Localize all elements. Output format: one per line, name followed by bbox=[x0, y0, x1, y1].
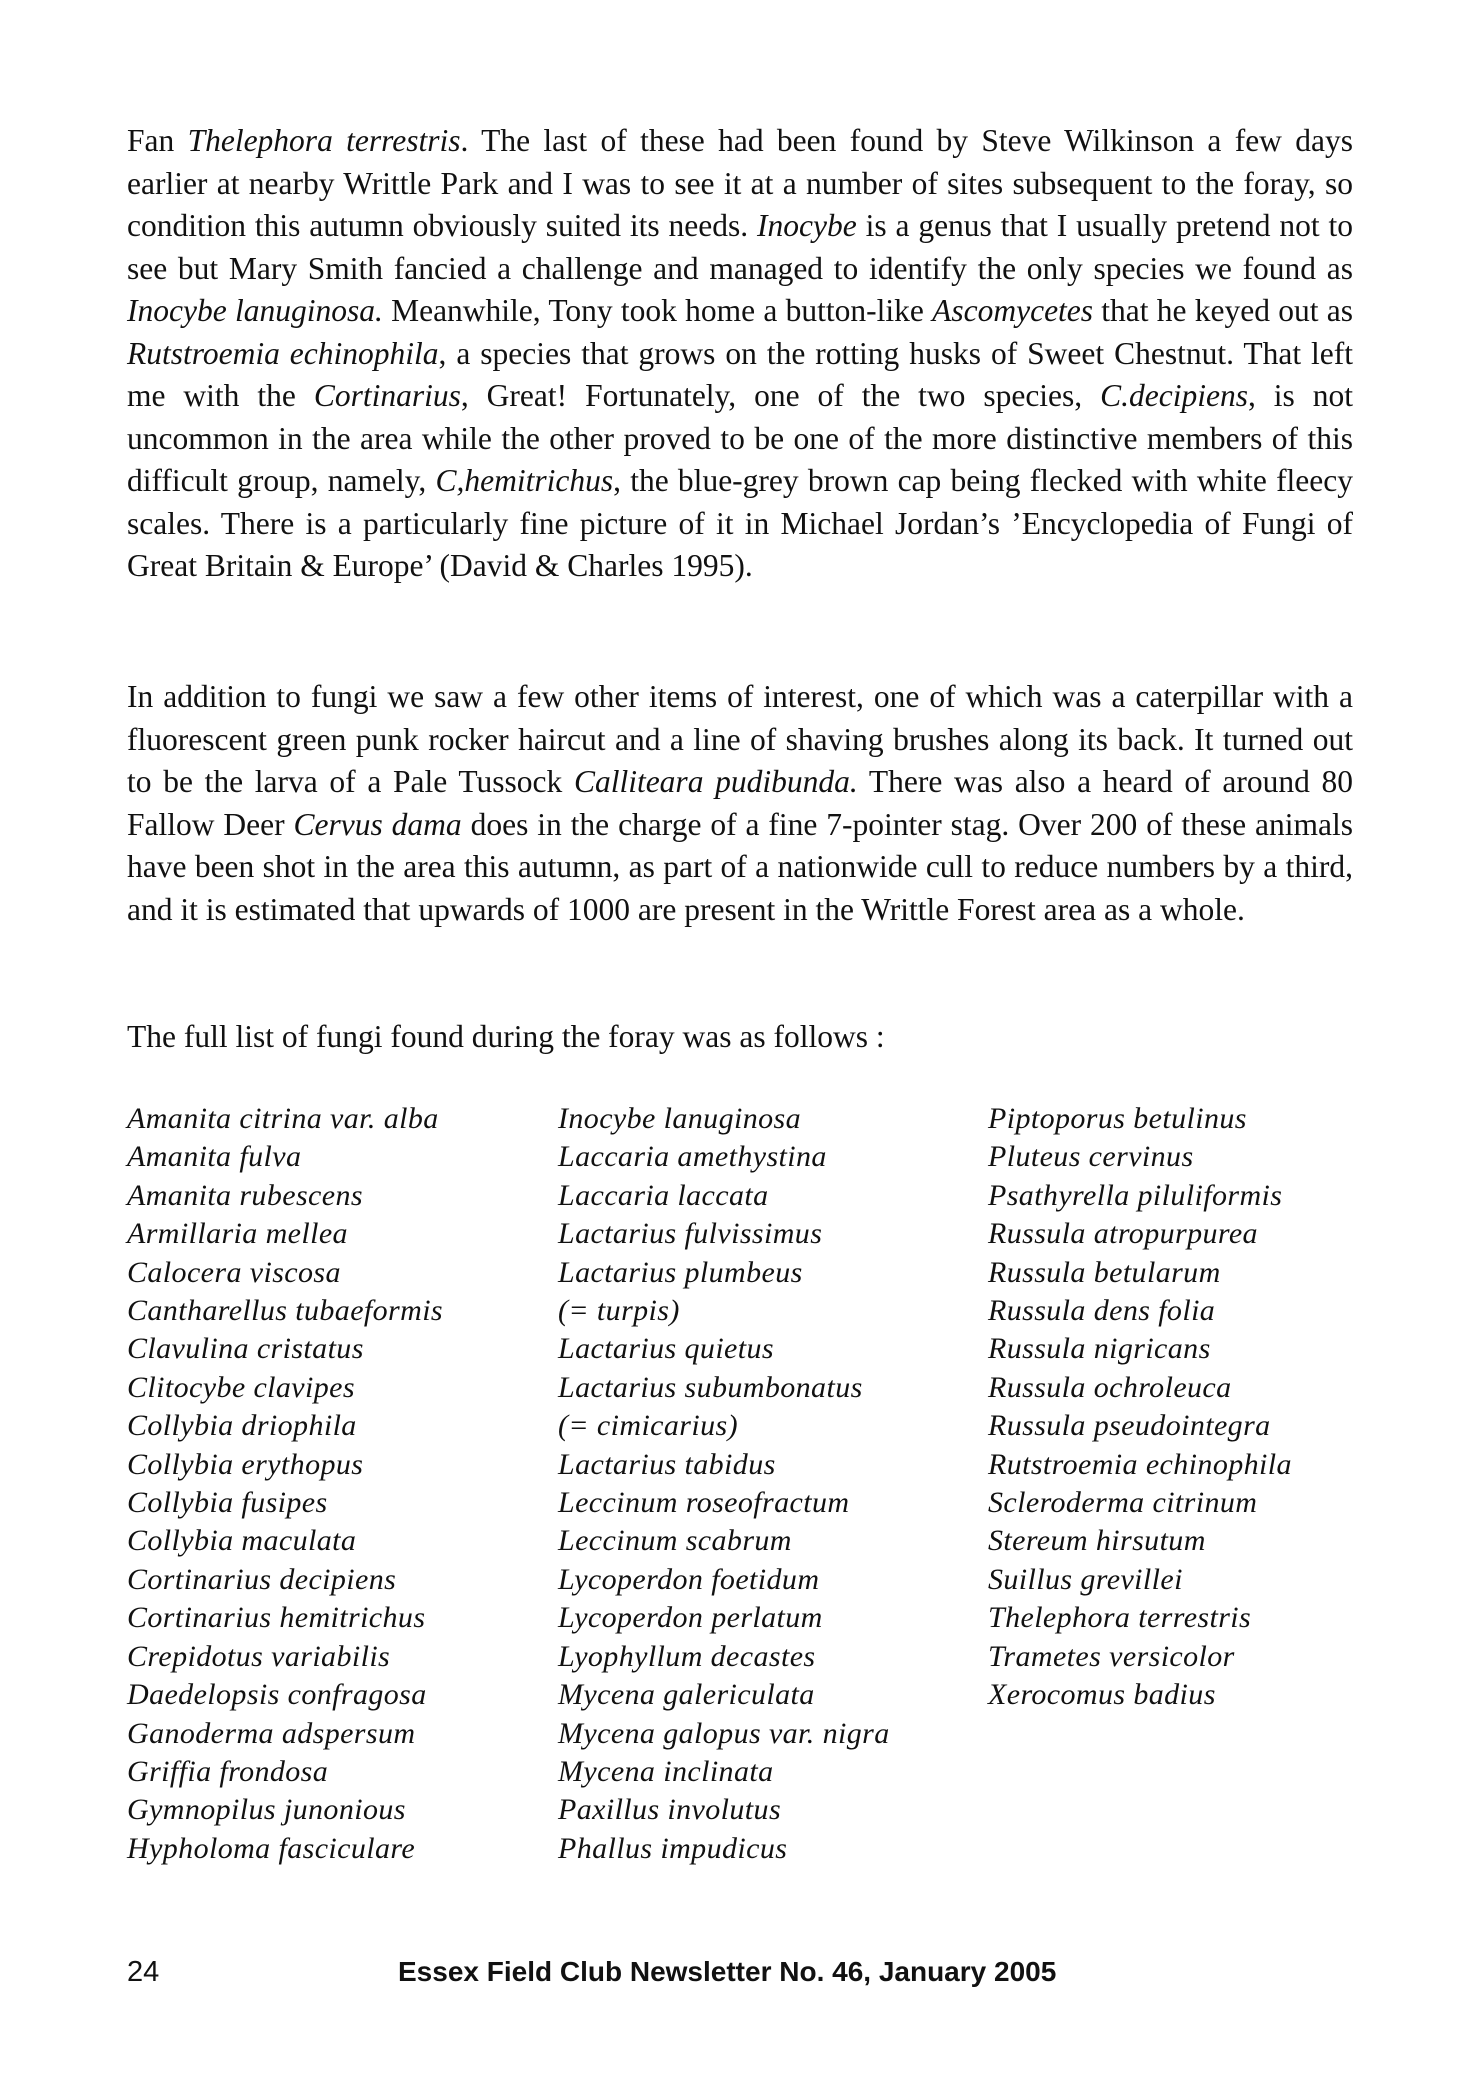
text-run: , a species that grows on the rotting husks of Sweet Chestnut. That left me with the bbox=[127, 335, 1354, 413]
species-item: Leccinum roseofractum bbox=[558, 1486, 850, 1520]
species-item: Inocybe lanuginosa bbox=[558, 1102, 801, 1135]
species-item: Mycena galopus var. nigra bbox=[558, 1716, 890, 1750]
species-item: Pluteus cervinus bbox=[988, 1140, 1194, 1174]
species-item: Clitocybe clavipes bbox=[127, 1370, 355, 1404]
species-item: Collybia fusipes bbox=[127, 1486, 328, 1520]
text-run: Meanwhile, Tony took home a button-like bbox=[382, 293, 933, 328]
species-item: Phallus impudicus bbox=[558, 1831, 788, 1865]
species-item: Gymnopilus junonious bbox=[127, 1793, 406, 1827]
species-item: Laccaria laccata bbox=[558, 1178, 769, 1212]
species-item: Daedelopsis confragosa bbox=[127, 1678, 427, 1712]
species-item: Amanita citrina var. alba bbox=[127, 1102, 439, 1135]
text-run: , is not uncommon in the area while the other proved to be one of the more distinctive members of this difficult group, namely, bbox=[127, 378, 1353, 498]
species-item: Lactarius plumbeus bbox=[558, 1255, 803, 1289]
species-item: Lycoperdon foetidum bbox=[558, 1562, 820, 1596]
species-item: Cortinarius decipiens bbox=[127, 1562, 397, 1596]
species-item: (= cimicarius) bbox=[558, 1409, 738, 1443]
species-list-column-1 bbox=[127, 1100, 443, 1868]
species-item: Lactarius tabidus bbox=[558, 1447, 776, 1481]
list-intro-paragraph bbox=[127, 1016, 1353, 1059]
species-item: Mycena inclinata bbox=[558, 1754, 774, 1788]
italic-taxon-name: Thelephora terrestris bbox=[187, 123, 461, 158]
species-item: Armillaria mellea bbox=[127, 1217, 348, 1251]
species-item: Calocera viscosa bbox=[127, 1255, 341, 1289]
species-item: Cantharellus tubaeformis bbox=[127, 1294, 444, 1328]
species-item: Amanita rubescens bbox=[127, 1178, 363, 1212]
species-item: Clavulina cristatus bbox=[127, 1332, 364, 1366]
species-item: Collybia driophila bbox=[127, 1409, 357, 1443]
body-paragraph-2 bbox=[127, 676, 1353, 931]
text-run: The full list of fungi found during the foray was as follows : bbox=[127, 1019, 885, 1054]
species-item: Rutstroemia echinophila bbox=[988, 1447, 1292, 1481]
species-item: Lyophyllum decastes bbox=[558, 1639, 816, 1673]
species-item: Amanita fulva bbox=[127, 1140, 302, 1174]
species-list-column-2 bbox=[558, 1100, 890, 1868]
text-run: . The last of these had been found by Steve Wilkinson a few days earlier at nearby Writtle Park and I was to see it at a number of sites subsequent to the foray, so condition this autumn obviously suited its needs. bbox=[127, 123, 1353, 243]
italic-taxon-name: Calliteara pudibunda. bbox=[573, 764, 858, 799]
text-run: Fan bbox=[127, 123, 188, 158]
species-item: Leccinum scabrum bbox=[558, 1524, 792, 1558]
text-run: , the blue-grey brown cap being flecked with white fleecy scales. There is a particularly fine picture of it in Michael Jordan’s ’Encyclopedia of Fungi of Great Britain & Europe’ (David & Charles 1995). bbox=[127, 463, 1354, 583]
italic-taxon-name: C,hemitrichus bbox=[435, 463, 614, 498]
species-item: Russula ochroleuca bbox=[988, 1370, 1232, 1404]
italic-taxon-name: Inocybe lanuginosa. bbox=[127, 293, 383, 328]
italic-taxon-name: Cervus dama bbox=[293, 806, 462, 842]
italic-taxon-name: C.decipiens bbox=[1100, 378, 1248, 413]
text-run: In addition to fungi we saw a few other items of interest, one of which was a caterpillar with a fluorescent green punk rocker haircut and a line of shaving brushes along its back. It turned out to be the larva of a Pale Tussock bbox=[127, 679, 1353, 799]
species-item: Xerocomus badius bbox=[988, 1678, 1216, 1712]
italic-taxon-name: Cortinarius bbox=[313, 378, 461, 413]
body-paragraph-1 bbox=[127, 120, 1353, 588]
species-item: Trametes versicolor bbox=[988, 1639, 1235, 1673]
text-run: is a genus that I usually pretend not to see but Mary Smith fancied a challenge and managed to identify the only species we found as bbox=[127, 208, 1353, 286]
species-item: Lactarius subumbonatus bbox=[558, 1370, 863, 1404]
species-item: Suillus grevillei bbox=[988, 1562, 1183, 1596]
species-item: Griffia frondosa bbox=[127, 1754, 329, 1788]
italic-taxon-name: Inocybe bbox=[757, 208, 857, 243]
species-item: Lactarius quietus bbox=[558, 1332, 774, 1366]
species-item: Paxillus involutus bbox=[558, 1793, 782, 1827]
species-item: Hypholoma fasciculare bbox=[127, 1831, 416, 1865]
species-item: Russula betularum bbox=[988, 1255, 1221, 1289]
species-item: Psathyrella piluliformis bbox=[988, 1178, 1283, 1212]
species-item: Scleroderma citrinum bbox=[988, 1486, 1258, 1520]
species-item: Lycoperdon perlatum bbox=[558, 1601, 823, 1635]
italic-taxon-name: Ascomycetes bbox=[932, 293, 1094, 328]
species-item: Collybia maculata bbox=[127, 1524, 357, 1558]
species-item: Piptoporus betulinus bbox=[988, 1102, 1247, 1135]
species-item: Lactarius fulvissimus bbox=[558, 1217, 823, 1251]
page-number: 24 bbox=[127, 1956, 160, 1988]
species-item: Cortinarius hemitrichus bbox=[127, 1601, 426, 1635]
species-item: Ganoderma adspersum bbox=[127, 1716, 416, 1750]
footer-title: Essex Field Club Newsletter No. 46, January 2005 bbox=[398, 1956, 1057, 1987]
species-item: Collybia erythopus bbox=[127, 1447, 364, 1481]
species-item: Russula atropurpurea bbox=[988, 1217, 1258, 1251]
species-item: Thelephora terrestris bbox=[988, 1601, 1252, 1635]
species-item: Russula dens folia bbox=[988, 1294, 1216, 1328]
species-item: Crepidotus variabilis bbox=[127, 1639, 391, 1673]
italic-taxon-name: Rutstroemia echinophila bbox=[127, 335, 439, 371]
species-item: (= turpis) bbox=[558, 1294, 680, 1328]
species-item: Stereum hirsutum bbox=[988, 1524, 1206, 1558]
species-item: Russula pseudointegra bbox=[988, 1409, 1271, 1443]
text-run: that he keyed out as bbox=[1093, 293, 1353, 328]
text-run: , Great! Fortunately, one of the two species, bbox=[460, 378, 1101, 413]
text-run: does in the charge of a fine 7-pointer stag. Over 200 of these animals have been shot in the area this autumn, as part of a nationwide cull to reduce numbers by a third, and it is estimated that upwards of 1000 are present in the Writtle Forest area as a whole. bbox=[127, 806, 1353, 927]
species-item: Mycena galericulata bbox=[558, 1678, 815, 1712]
species-item: Laccaria amethystina bbox=[558, 1140, 827, 1174]
text-run: There was also a heard of around 80 Fallow Deer bbox=[127, 764, 1354, 842]
species-list-column-3 bbox=[988, 1100, 1292, 1715]
species-item: Russula nigricans bbox=[988, 1332, 1211, 1366]
